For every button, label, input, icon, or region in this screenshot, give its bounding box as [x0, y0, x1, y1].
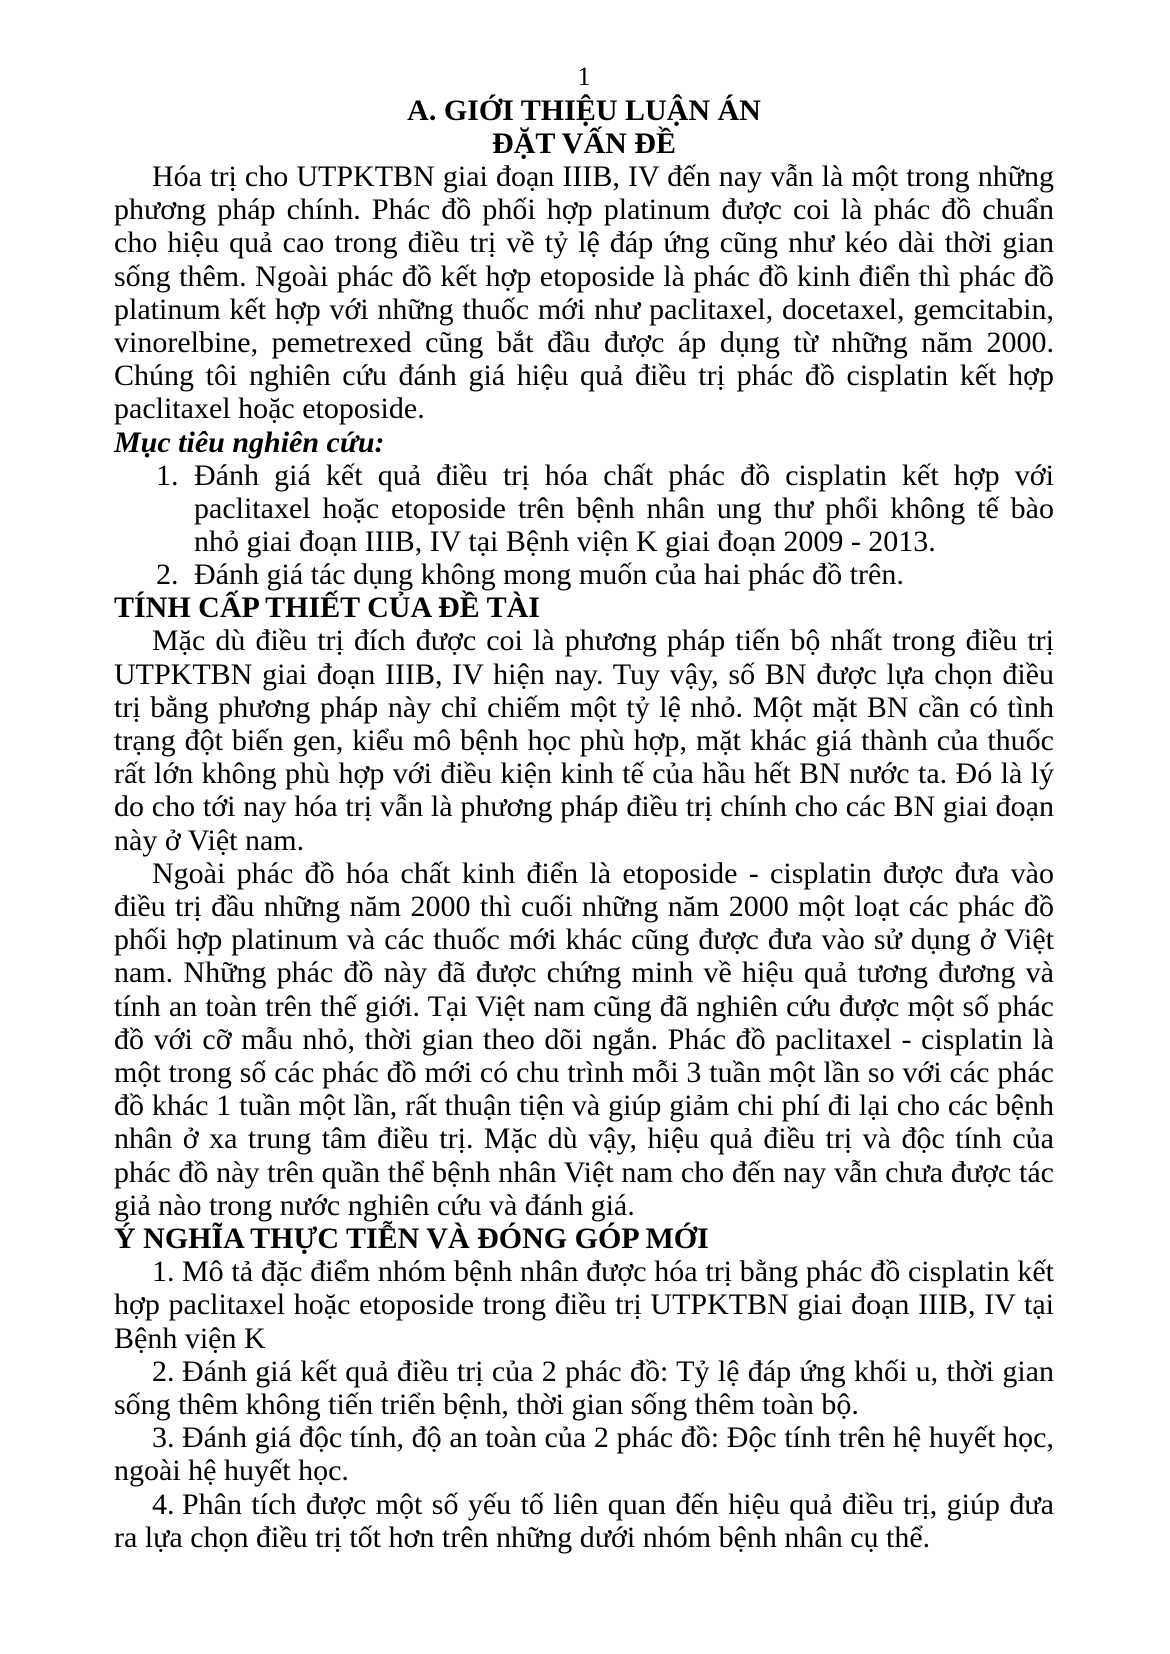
objective-item: 2. Đánh giá tác dụng không mong muốn của hai phác đồ trên. [186, 558, 1054, 591]
contribution-item [114, 1488, 1054, 1554]
objectives-list [114, 459, 1054, 592]
contribution-item [114, 1255, 1054, 1355]
document-title: A. GIỚI THIỆU LUẬN ÁN [407, 94, 761, 127]
intro-paragraph: Hóa trị cho UTPKTBN giai đoạn IIIB, IV đến nay vẫn là một trong những phương pháp chính. Phác đồ phối hợp platinum được coi là phác đồ chuẩn cho hiệu quả cao trong điều trị về tỷ lệ đáp ứng cũng như kéo dài thời gian sống thêm. Ngoài phác đồ kết hợp etoposide là phác đồ kinh điển thì phác đồ platinum kết hợp với những thuốc mới như paclitaxel, docetaxel, gemcitabin, vinorelbine, pemetrexed cũng bắt đầu được áp dụng từ những năm 2000. Chúng tôi nghiên cứu đánh giá hiệu quả điều trị phác đồ cisplatin kết hợp paclitaxel hoặc etoposide. [114, 160, 1054, 426]
contribution-text: Đánh giá độc tính, độ an toàn của 2 phác đồ: Độc tính trên hệ huyết học, ngoài hệ huyết học. [114, 1421, 1054, 1488]
contribution-number: 3. [152, 1421, 175, 1455]
contribution-text: Mô tả đặc điểm nhóm bệnh nhân được hóa trị bằng phác đồ cisplatin kết hợp paclitaxel hoặc etoposide trong điều trị UTPKTBN giai đoạn IIIB, IV tại Bệnh viện K [114, 1255, 1054, 1355]
contribution-item [114, 1355, 1054, 1421]
urgency-paragraph: Mặc dù điều trị đích được coi là phương pháp tiến bộ nhất trong điều trị UTPKTBN giai đoạn IIIB, IV hiện nay. Tuy vậy, số BN được lựa chọn điều trị bằng phương pháp này chỉ chiếm một tỷ lệ nhỏ. Một mặt BN cần có tình trạng đột biến gen, kiểu mô bệnh học phù hợp, mặt khác giá thành của thuốc rất lớn không phù hợp với điều kiện kinh tế của hầu hết BN nước ta. Đó là lý do cho tới nay hóa trị vẫn là phương pháp điều trị chính cho các BN giai đoạn này ở Việt nam. [114, 624, 1054, 857]
contribution-text: Đánh giá kết quả điều trị của 2 phác đồ: Tỷ lệ đáp ứng khối u, thời gian sống thêm không tiến triển bệnh, thời gian sống thêm toàn bộ. [114, 1354, 1054, 1421]
section-title-problem: ĐẶT VẤN ĐỀ [492, 127, 676, 160]
page-number: 1 [577, 62, 591, 91]
contribution-number: 1. [152, 1255, 175, 1289]
objective-item: 1. Đánh giá kết quả điều trị hóa chất phác đồ cisplatin kết hợp với paclitaxel hoặc etoposide trên bệnh nhân ung thư phổi không tế bào nhỏ giai đoạn IIIB, IV tại Bệnh viện K giai đoạn 2009 - 2013. [186, 459, 1054, 559]
contribution-number: 2. [152, 1354, 175, 1388]
contribution-number: 4. [152, 1487, 175, 1521]
document-page [114, 62, 1054, 1554]
contribution-item [114, 1421, 1054, 1487]
contribution-text: Phân tích được một số yếu tố liên quan đến hiệu quả điều trị, giúp đưa ra lựa chọn điều trị tốt hơn trên những dưới nhóm bệnh nhân cụ thể. [114, 1487, 1054, 1554]
urgency-heading: TÍNH CẤP THIẾT CỦA ĐỀ TÀI [114, 591, 540, 625]
urgency-paragraph: Ngoài phác đồ hóa chất kinh điển là etoposide - cisplatin được đưa vào điều trị đầu những năm 2000 thì cuối những năm 2000 một loạt các phác đồ phối hợp platinum và các thuốc mới khác cũng được đưa vào sử dụng ở Việt nam. Những phác đồ này đã được chứng minh về hiệu quả tương đương và tính an toàn trên thế giới. Tại Việt nam cũng đã nghiên cứu được một số phác đồ với cỡ mẫu nhỏ, thời gian theo dõi ngắn. Phác đồ paclitaxel - cisplatin là một trong số các phác đồ mới có chu trình mỗi 3 tuần một lần so với các phác đồ khác 1 tuần một lần, rất thuận tiện và giúp giảm chi phí đi lại cho các bệnh nhân ở xa trung tâm điều trị. Mặc dù vậy, hiệu quả điều trị và độc tính của phác đồ này trên quần thể bệnh nhân Việt nam cho đến nay vẫn chưa được tác giả nào trong nước nghiên cứu và đánh giá. [114, 856, 1054, 1222]
objectives-heading: Mục tiêu nghiên cứu: [114, 425, 385, 459]
contributions-heading: Ý NGHĨA THỰC TIỄN VÀ ĐÓNG GÓP MỚI [114, 1222, 709, 1256]
